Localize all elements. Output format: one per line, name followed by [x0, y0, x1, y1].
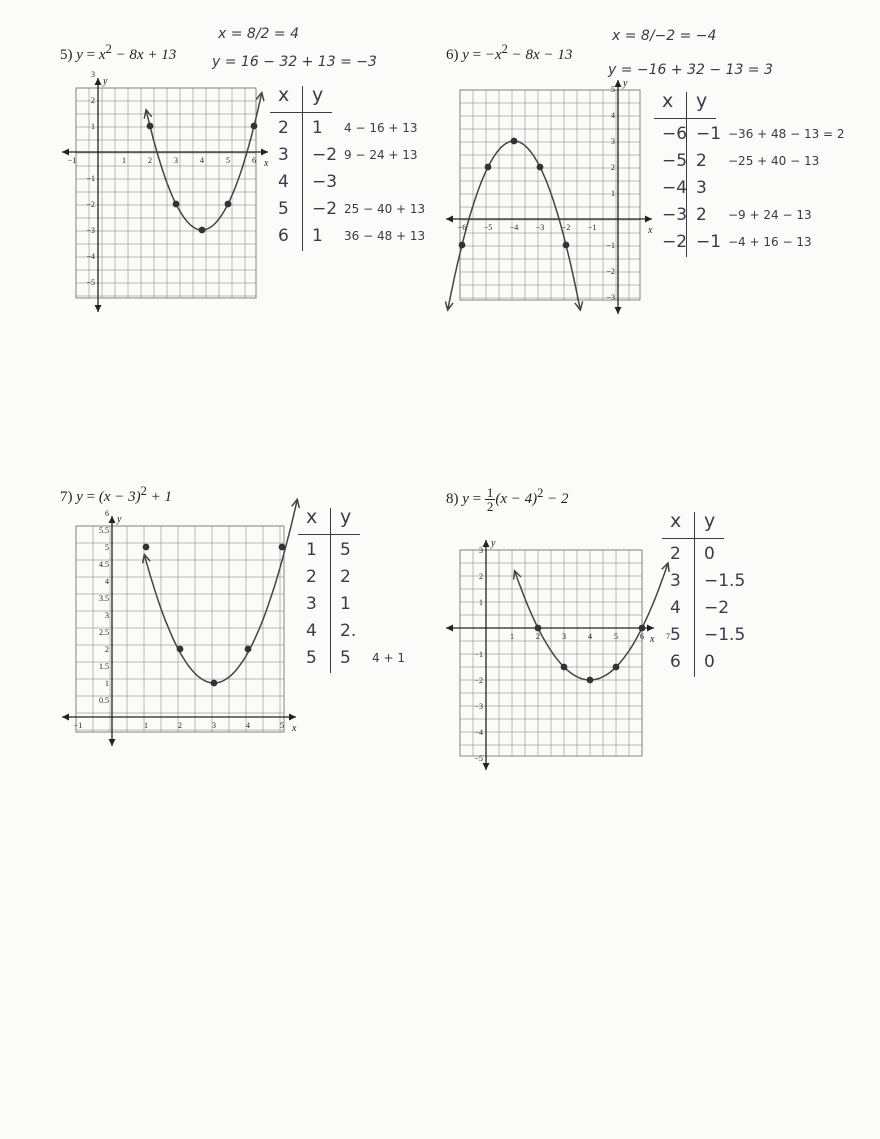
y-tick-label: 2	[91, 96, 95, 105]
plotted-point	[245, 646, 252, 653]
plotted-point	[143, 544, 150, 551]
table-header-x: x	[670, 510, 682, 532]
table-cell-x: 5	[670, 625, 681, 645]
table-header-y: y	[340, 506, 352, 528]
y-axis-arrow-down	[95, 305, 102, 312]
x-axis-arrow-left	[62, 149, 69, 156]
x-tick-label: 2	[178, 721, 182, 730]
y-axis-label: y	[103, 76, 108, 87]
grid-border	[76, 88, 256, 298]
y-tick-label: −1	[606, 241, 615, 250]
table-cell-y: 1	[312, 226, 323, 246]
table-cell-work: 36 − 48 + 13	[344, 229, 426, 243]
problem-8-equation: 8) y = $\frac{1}{2}$ $(x - 4)^2 - 2$	[446, 485, 569, 515]
x-tick-label: −1	[73, 721, 83, 730]
x-tick-label: 5	[226, 156, 230, 165]
table-cell-work: 25 − 40 + 13	[344, 202, 426, 216]
y-tick-label: −1	[86, 174, 95, 183]
y-tick-label: 3	[479, 546, 483, 555]
work-line-1: x = 8/−2 = −4	[612, 28, 717, 44]
frac-num: 1	[486, 485, 494, 501]
table-cell-x: −2	[662, 232, 688, 252]
plotted-point	[211, 680, 218, 687]
table-cell-work: 4 + 1	[372, 651, 405, 665]
y-tick-label: 2.5	[99, 628, 109, 637]
table-header-rule	[298, 534, 360, 535]
problem-5-equation: 5) $y = x^2 - 8x + 13$	[60, 42, 177, 63]
table-cell-x: −4	[662, 178, 688, 198]
graph-problem-5	[58, 70, 280, 314]
y-tick-label: 5	[611, 85, 615, 94]
x-tick-label: 6	[252, 156, 256, 165]
table-column-rule	[302, 86, 303, 251]
y-tick-label: 1	[479, 598, 483, 607]
y-tick-label: 6	[105, 509, 109, 518]
eq-fraction	[485, 486, 496, 513]
x-tick-label: 3	[174, 156, 178, 165]
x-tick-label: 4	[246, 721, 250, 730]
y-tick-label: −3	[474, 702, 483, 711]
x-tick-label: 6	[640, 632, 644, 641]
y-tick-label: 3.5	[99, 594, 109, 603]
y-axis-arrow-down	[109, 739, 116, 746]
y-tick-label: 2	[479, 572, 483, 581]
table-header-rule	[270, 112, 332, 113]
table-header-y: y	[704, 510, 716, 532]
table-cell-work: −4 + 16 − 13	[728, 235, 812, 249]
x-axis-arrow-right	[647, 625, 654, 632]
work-line-2: y = 16 − 32 + 13 = −3	[212, 54, 377, 70]
eq-rhs-a: (x − 3)	[98, 489, 141, 505]
eq-rhs-b: − 8x + 13	[111, 47, 177, 63]
eq-sup: 2	[140, 484, 147, 498]
table-cell-work: −36 + 48 − 13 = 2	[728, 127, 845, 141]
x-tick-label: 1	[510, 632, 514, 641]
x-axis-arrow-left	[446, 625, 453, 632]
eq-lhs: y	[76, 47, 83, 63]
y-axis-arrow-up	[95, 78, 102, 85]
x-axis-arrow-left	[446, 216, 453, 223]
y-tick-label: 3	[91, 70, 95, 79]
y-tick-label: 1.5	[99, 662, 109, 671]
table-cell-y: −3	[312, 172, 338, 192]
y-tick-label: 2	[105, 645, 109, 654]
plotted-point	[199, 227, 206, 234]
plotted-point	[563, 242, 570, 249]
y-axis-arrow-up	[109, 516, 116, 523]
problem-number: 7)	[60, 489, 73, 505]
table-cell-y: 1	[340, 594, 351, 614]
plotted-point	[177, 646, 184, 653]
y-tick-label: 0.5	[99, 696, 109, 705]
eq-lhs: y	[76, 489, 83, 505]
plotted-point	[511, 138, 518, 145]
y-tick-label: −5	[86, 278, 95, 287]
table-header-y: y	[312, 84, 324, 106]
y-tick-label: 3	[105, 611, 109, 620]
plotted-point	[485, 164, 492, 171]
table-header-x: x	[662, 90, 674, 112]
x-axis-label: x	[264, 158, 269, 169]
graph-problem-6	[438, 78, 668, 328]
y-axis-label: y	[623, 78, 628, 89]
problem-number: 8)	[446, 491, 459, 507]
table-header-x: x	[306, 506, 318, 528]
table-cell-x: −3	[662, 205, 688, 225]
x-axis-arrow-right	[261, 149, 268, 156]
y-tick-label: −5	[474, 754, 483, 763]
eq-rhs-b: − 8x − 13	[507, 47, 573, 63]
table-cell-x: −6	[662, 124, 688, 144]
table-header-x: x	[278, 84, 290, 106]
table-cell-work: 9 − 24 + 13	[344, 148, 418, 162]
frac-den: 2	[486, 499, 494, 515]
x-tick-label: 4	[588, 632, 592, 641]
x-tick-label: 5	[280, 721, 284, 730]
table-cell-y: 1	[312, 118, 323, 138]
eq-sup: 2	[501, 42, 508, 56]
table-column-rule	[694, 512, 695, 677]
table-cell-x: 3	[278, 145, 289, 165]
y-tick-label: −4	[474, 728, 483, 737]
work-line-2: y = −16 + 32 − 13 = 3	[608, 62, 773, 78]
x-axis-arrow-right	[645, 216, 652, 223]
table-cell-x: 4	[306, 621, 317, 641]
y-tick-label: 5	[105, 543, 109, 552]
table-cell-y: −1.5	[704, 571, 746, 591]
x-tick-label: −4	[509, 223, 519, 232]
table-cell-y: 5	[340, 540, 351, 560]
table-cell-x: 6	[278, 226, 289, 246]
table-cell-x: −5	[662, 151, 688, 171]
y-tick-label: −2	[606, 267, 615, 276]
work-line-1: x = 8/2 = 4	[218, 26, 299, 42]
y-tick-label: 1	[105, 679, 109, 688]
plotted-point	[147, 123, 154, 130]
x-tick-label: −1	[67, 156, 77, 165]
eq-rhs-b: + 1	[146, 489, 173, 505]
y-axis-arrow-down	[615, 307, 622, 314]
table-cell-y: 2	[696, 151, 707, 171]
table-cell-x: 3	[306, 594, 317, 614]
table-cell-work: −25 + 40 − 13	[728, 154, 820, 168]
table-cell-y: 2.	[340, 621, 357, 641]
table-cell-y: 3	[696, 178, 707, 198]
y-tick-label: 2	[611, 163, 615, 172]
x-tick-label: 2	[536, 632, 540, 641]
x-axis-label: x	[648, 225, 653, 236]
y-tick-label: 5.5	[99, 526, 109, 535]
x-tick-label: 7	[666, 632, 670, 641]
plotted-point	[639, 625, 646, 632]
table-header-rule	[662, 538, 724, 539]
eq-sup: 2	[105, 42, 112, 56]
table-cell-y: −1	[696, 124, 722, 144]
eq-rhs-a: −x	[484, 47, 502, 63]
y-tick-label: 3	[611, 137, 615, 146]
y-axis-arrow-up	[483, 540, 490, 547]
y-tick-label: 4.5	[99, 560, 109, 569]
plotted-point	[251, 123, 258, 130]
graph-problem-8	[446, 534, 670, 780]
plotted-point	[613, 664, 620, 671]
y-axis-label: y	[491, 538, 496, 549]
x-axis-label: x	[650, 634, 655, 645]
table-cell-y: −1	[696, 232, 722, 252]
x-axis-arrow-left	[62, 714, 69, 721]
x-tick-label: 3	[212, 721, 216, 730]
plotted-point	[561, 664, 568, 671]
y-axis-arrow-down	[483, 763, 490, 770]
plotted-point	[535, 625, 542, 632]
x-tick-label: −1	[587, 223, 597, 232]
table-cell-x: 5	[306, 648, 317, 668]
table-cell-x: 2	[306, 567, 317, 587]
plotted-point	[537, 164, 544, 171]
table-header-y: y	[696, 90, 708, 112]
table-cell-y: 0	[704, 544, 715, 564]
table-header-rule	[654, 118, 716, 119]
y-tick-label: −2	[86, 200, 95, 209]
eq-lhs: y	[462, 491, 469, 507]
table-cell-x: 4	[670, 598, 681, 618]
eq-sup: 2	[537, 486, 544, 500]
y-axis-arrow-up	[615, 80, 622, 87]
table-cell-work: 4 − 16 + 13	[344, 121, 418, 135]
x-tick-label: 4	[200, 156, 204, 165]
table-cell-x: 1	[306, 540, 317, 560]
y-tick-label: 1	[611, 189, 615, 198]
table-cell-x: 6	[670, 652, 681, 672]
table-cell-y: −2	[312, 199, 338, 219]
table-cell-y: 2	[696, 205, 707, 225]
plotted-point	[587, 677, 594, 684]
eq-lhs: y	[462, 47, 469, 63]
table-cell-work: −9 + 24 − 13	[728, 208, 812, 222]
y-tick-label: −3	[606, 293, 615, 302]
eq-rhs-a: x	[98, 47, 106, 63]
x-axis-arrow-right	[289, 714, 296, 721]
y-tick-label: −3	[86, 226, 95, 235]
problem-7-equation: 7) $y = (x - 3)^2 + 1$	[60, 484, 173, 505]
plotted-point	[225, 201, 232, 208]
table-cell-x: 4	[278, 172, 289, 192]
y-tick-label: 1	[91, 122, 95, 131]
graph-problem-7	[60, 509, 310, 752]
x-tick-label: −5	[483, 223, 493, 232]
table-cell-y: −1.5	[704, 625, 746, 645]
x-tick-label: 1	[144, 721, 148, 730]
plotted-point	[279, 544, 286, 551]
x-axis-label: x	[292, 723, 297, 734]
x-tick-label: 5	[614, 632, 618, 641]
x-tick-label: −3	[535, 223, 545, 232]
problem-6-equation: 6) $y = -x^2 - 8x - 13$	[446, 42, 573, 63]
parabola-curve	[144, 499, 297, 683]
plotted-point	[173, 201, 180, 208]
y-tick-label: −4	[86, 252, 95, 261]
table-cell-x: 5	[278, 199, 289, 219]
y-tick-label: −2	[474, 676, 483, 685]
table-cell-y: −2	[312, 145, 338, 165]
problem-number: 5)	[60, 47, 73, 63]
y-axis-label: y	[117, 514, 122, 525]
eq-rhs-b: − 2	[543, 491, 569, 507]
plotted-point	[459, 242, 466, 249]
y-tick-label: 4	[105, 577, 109, 586]
table-cell-x: 3	[670, 571, 681, 591]
problem-number: 6)	[446, 47, 459, 63]
x-tick-label: −6	[457, 223, 467, 232]
table-cell-x: 2	[670, 544, 681, 564]
x-tick-label: −2	[561, 223, 571, 232]
y-tick-label: −1	[474, 650, 483, 659]
table-cell-y: −2	[704, 598, 730, 618]
parabola-curve	[515, 563, 668, 680]
table-cell-x: 2	[278, 118, 289, 138]
eq-rhs-a: (x − 4)	[495, 491, 538, 507]
table-cell-y: 5	[340, 648, 351, 668]
x-tick-label: 2	[148, 156, 152, 165]
y-tick-label: 4	[611, 111, 615, 120]
table-cell-y: 0	[704, 652, 715, 672]
x-tick-label: 3	[562, 632, 566, 641]
table-column-rule	[330, 508, 331, 673]
x-tick-label: 1	[122, 156, 126, 165]
table-cell-y: 2	[340, 567, 351, 587]
